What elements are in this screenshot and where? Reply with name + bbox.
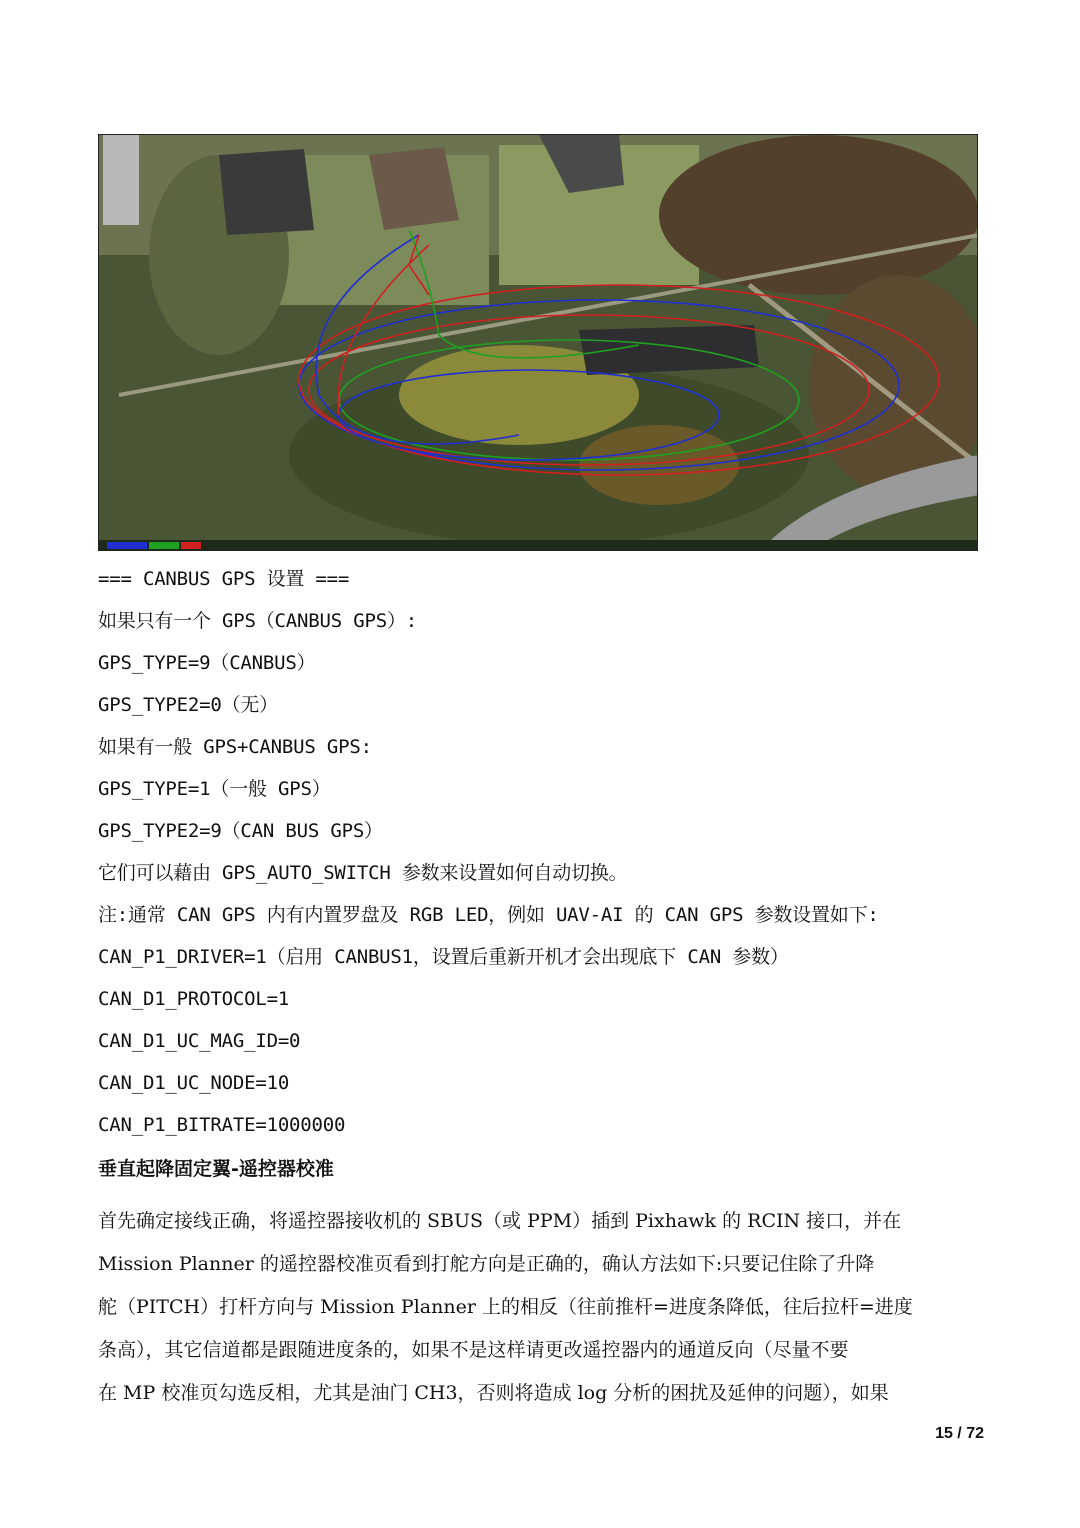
satellite-flight-path-image [98, 134, 978, 551]
text-line: CAN_D1_UC_MAG_ID=0 [98, 1030, 301, 1052]
text-line: CAN_P1_DRIVER=1（启用 CANBUS1，设置后重新开机才会出现底下 CAN 参数） [98, 946, 789, 968]
text-line: CAN_D1_UC_NODE=10 [98, 1072, 290, 1094]
paragraph-line: 舵（PITCH）打杆方向与 Mission Planner 上的相反（往前推杆=进度条降低，往后拉杆=进度 [98, 1296, 913, 1318]
body-paragraph [98, 1200, 983, 1415]
text-line: 如果有一般 GPS+CANBUS GPS: [98, 736, 372, 758]
section-heading: 垂直起降固定翼-遥控器校准 [98, 1158, 334, 1180]
text-line: CAN_D1_PROTOCOL=1 [98, 988, 290, 1010]
text-line: 注:通常 CAN GPS 内有内置罗盘及 RGB LED，例如 UAV-AI 的 CAN GPS 参数设置如下: [98, 904, 879, 926]
page-number: 15 / 72 [935, 1425, 984, 1442]
text-line: 如果只有一个 GPS（CANBUS GPS）: [98, 610, 417, 632]
paragraph-line: Mission Planner 的遥控器校准页看到打舵方向是正确的，确认方法如下:只要记住除了升降 [98, 1253, 875, 1275]
text-line: GPS_TYPE=1（一般 GPS） [98, 778, 331, 800]
paragraph-line: 条高），其它信道都是跟随进度条的，如果不是这样请更改遥控器内的通道反向（尽量不要 [98, 1339, 849, 1361]
paragraph-line: 在 MP 校准页勾选反相，尤其是油门 CH3，否则将造成 log 分析的困扰及延伸的问题），如果 [98, 1382, 889, 1404]
paragraph-line: 首先确定接线正确，将遥控器接收机的 SBUS（或 PPM）插到 Pixhawk 的 RCIN 接口，并在 [98, 1210, 902, 1232]
text-line: GPS_TYPE2=9（CAN BUS GPS） [98, 820, 383, 842]
text-line: GPS_TYPE=9（CANBUS） [98, 652, 316, 674]
settings-lines [98, 566, 988, 1154]
text-line: 它们可以藉由 GPS_AUTO_SWITCH 参数来设置如何自动切换。 [98, 862, 628, 884]
text-line: GPS_TYPE2=0（无） [98, 694, 279, 716]
section-title: === CANBUS GPS 设置 === [98, 568, 350, 590]
text-line: CAN_P1_BITRATE=1000000 [98, 1114, 346, 1136]
